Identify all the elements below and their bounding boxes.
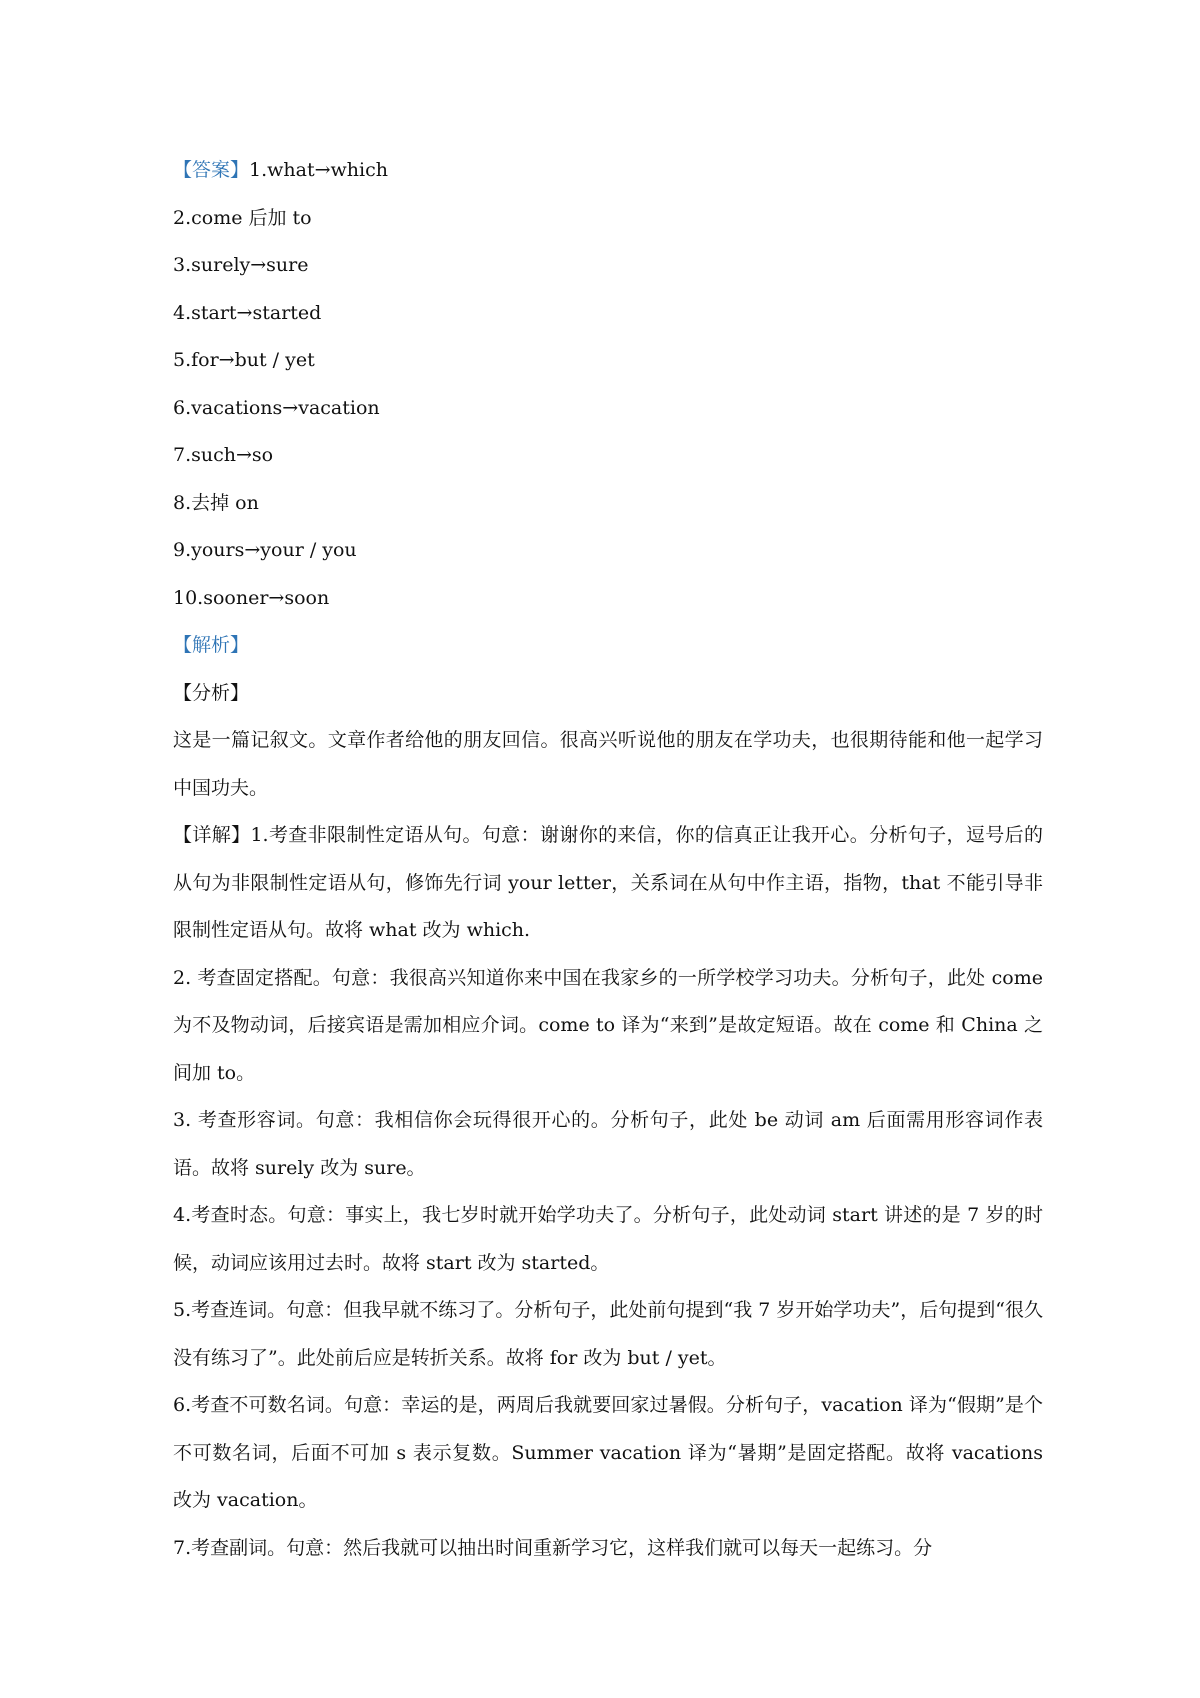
detail-paragraph — [173, 812, 1043, 955]
answer-item: 10.sooner→soon — [173, 586, 330, 609]
answer-item: 1.what→which — [249, 159, 388, 181]
answer-item: 9.yours→your / you — [173, 539, 357, 561]
answer-item: 6.vacations→vacation — [173, 396, 380, 419]
answer-line — [173, 147, 1043, 195]
answer-label: 【答案】 — [173, 159, 250, 181]
summary-label: 【分析】 — [173, 681, 250, 704]
detail-paragraph: 6.考查不可数名词。句意：幸运的是，两周后我就要回家过暑假。分析句子，vacation 译为“假期”是个不可数名词，后面不可加 s 表示复数。Summer vacation 译为“暑期”是固定搭配。故将 vacations 改为 vacation。 — [173, 1394, 1043, 1511]
answer-item: 4.start→started — [173, 301, 322, 324]
analysis-label: 【解析】 — [173, 634, 250, 656]
document-page — [173, 147, 1043, 1572]
answer-item: 8.去掉 on — [173, 491, 259, 514]
detail-paragraph: 5.考查连词。句意：但我早就不练习了。分析句子，此处前句提到“我 7 岁开始学功夫”，后句提到“很久没有练习了”。此处前后应是转折关系。故将 for 改为 but / yet。 — [173, 1299, 1043, 1369]
detail-paragraph: 7.考查副词。句意：然后我就可以抽出时间重新学习它，这样我们就可以每天一起练习。分 — [173, 1536, 933, 1559]
detail-paragraph: 3. 考查形容词。句意：我相信你会玩得很开心的。分析句子，此处 be 动词 am 后面需用形容词作表语。故将 surely 改为 sure。 — [173, 1109, 1043, 1179]
detail-paragraph: 4.考查时态。句意：事实上，我七岁时就开始学功夫了。分析句子，此处动词 start 讲述的是 7 岁的时候，动词应该用过去时。故将 start 改为 started。 — [173, 1204, 1043, 1274]
answer-item: 5.for→but / yet — [173, 349, 315, 371]
answer-item: 2.come 后加 to — [173, 206, 312, 229]
detail-text: 1.考查非限制性定语从句。句意：谢谢你的来信，你的信真正让我开心。分析句子，逗号后的从句为非限制性定语从句，修饰先行词 your letter，关系词在从句中作主语，指物，that 不能引导非限制性定语从句。故将 what 改为 which. — [173, 824, 1043, 941]
detail-label: 【详解】 — [173, 824, 251, 846]
answer-item: 7.such→so — [173, 444, 274, 466]
answer-item: 3.surely→sure — [173, 254, 309, 276]
summary-paragraph: 这是一篇记叙文。文章作者给他的朋友回信。很高兴听说他的朋友在学功夫，也很期待能和他一起学习中国功夫。 — [173, 729, 1043, 799]
detail-paragraph: 2. 考查固定搭配。句意：我很高兴知道你来中国在我家乡的一所学校学习功夫。分析句子，此处 come 为不及物动词，后接宾语是需加相应介词。come to 译为“来到”是故定短语。故在 come 和 China 之间加 to。 — [173, 966, 1043, 1084]
